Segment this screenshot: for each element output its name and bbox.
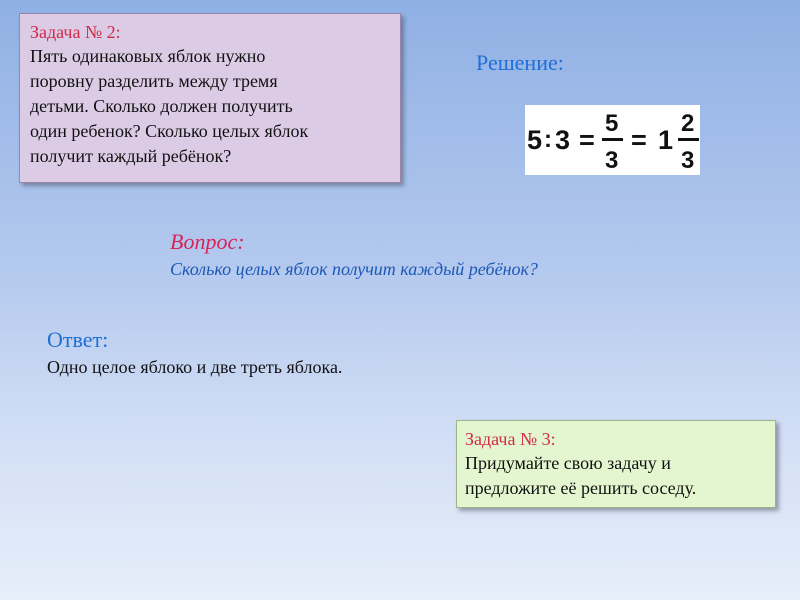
formula-fraction-denominator: 3	[605, 147, 619, 174]
formula-equals: =	[579, 125, 595, 155]
formula-equals-2: =	[631, 125, 647, 155]
formula-divisor: 3	[555, 125, 571, 155]
task-2-box	[19, 13, 401, 183]
task-2-line: Пять одинаковых яблок нужно	[30, 46, 266, 66]
formula-mixed-bar	[678, 138, 699, 141]
formula-divide-sign: :	[544, 126, 552, 153]
solution-label: Решение:	[476, 50, 564, 75]
solution-formula	[525, 105, 700, 175]
formula-mixed-denominator: 3	[681, 147, 695, 174]
answer-block	[47, 326, 342, 380]
task-2-line: поровну разделить между тремя	[30, 71, 278, 91]
question-text: Сколько целых яблок получит каждый ребёнок?	[170, 259, 538, 279]
task-2-text	[30, 44, 390, 169]
task-3-text	[465, 451, 767, 501]
answer-text: Одно целое яблоко и две треть яблока.	[47, 357, 343, 377]
task-3-box	[456, 420, 776, 508]
formula-dividend: 5	[527, 125, 543, 155]
task-3-line: предложите её решить соседу.	[465, 478, 697, 498]
task-3-line: Придумайте свою задачу и	[465, 453, 671, 473]
formula-mixed-numerator: 2	[681, 110, 695, 137]
task-3-title: Задача № 3:	[465, 429, 556, 449]
question-block	[170, 228, 538, 282]
task-2-line: получит каждый ребёнок?	[30, 146, 232, 166]
task-2-line: детьми. Сколько должен получить	[30, 96, 293, 116]
task-2-title: Задача № 2:	[30, 22, 121, 42]
answer-label: Ответ:	[47, 327, 109, 352]
formula-mixed-whole: 1	[658, 125, 674, 155]
formula-fraction-bar	[602, 138, 623, 141]
question-label: Вопрос:	[170, 229, 245, 254]
task-2-line: один ребенок? Сколько целых яблок	[30, 121, 309, 141]
formula-fraction-numerator: 5	[605, 110, 619, 137]
